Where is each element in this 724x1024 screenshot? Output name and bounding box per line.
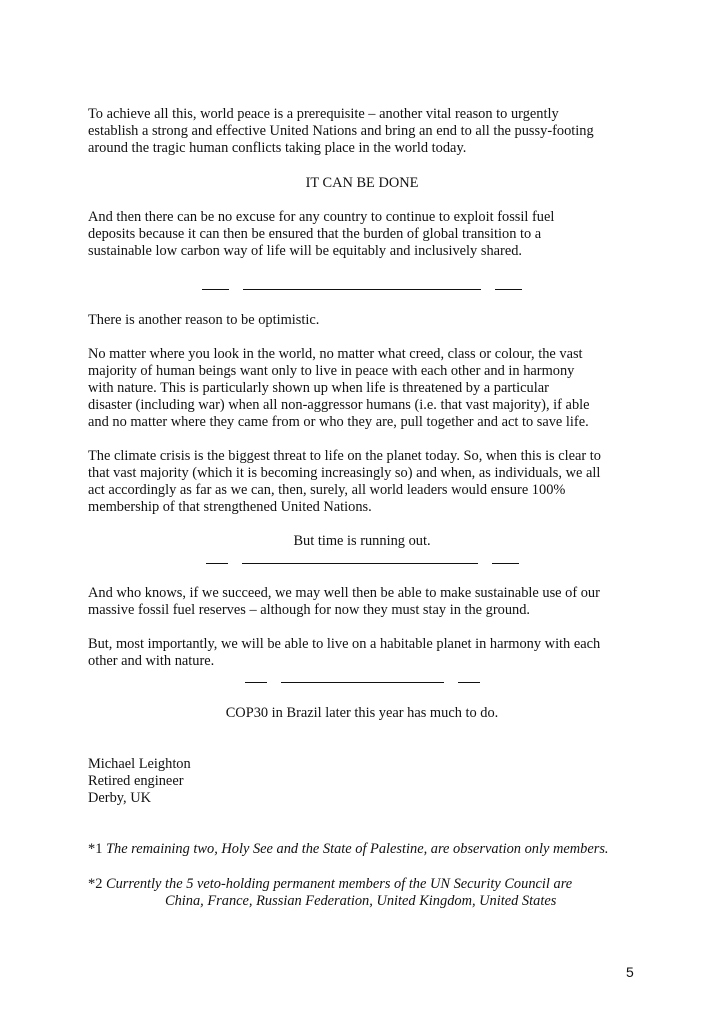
heading-it-can-be-done: IT CAN BE DONE <box>305 175 419 191</box>
paragraph-no-matter-where <box>88 346 644 431</box>
text-line: No matter where you look in the world, no matter what creed, class or colour, the vast <box>88 346 583 362</box>
text-line: establish a strong and effective United Nations and bring an end to all the pussy-footing <box>88 123 594 139</box>
paragraph-world-peace <box>88 106 644 157</box>
rule-segment <box>495 289 522 290</box>
rule-segment <box>206 563 228 564</box>
signature-name: Michael Leighton <box>88 756 191 772</box>
paragraph-habitable-planet <box>88 636 644 670</box>
separator-rule <box>88 551 636 568</box>
rule-segment <box>458 682 480 683</box>
signature-location: Derby, UK <box>88 790 152 806</box>
text-line: with nature. This is particularly shown up when life is threatened by a particular <box>88 380 549 396</box>
paragraph-no-excuse <box>88 209 644 260</box>
footnote-marker: *1 <box>88 841 103 857</box>
text-line: The climate crisis is the biggest threat to life on the planet today. So, when this is clear to <box>88 448 602 464</box>
rule-segment <box>281 682 444 683</box>
text-line: act accordingly as far as we can, then, surely, all world leaders would ensure 100% <box>88 482 566 498</box>
closing-line: COP30 in Brazil later this year has much to do. <box>225 705 499 721</box>
rule-segment <box>245 682 267 683</box>
text-line: But, most importantly, we will be able to live on a habitable planet in harmony with each <box>88 636 601 652</box>
footnote-text: The remaining two, Holy See and the State of Palestine, are observation only members. <box>106 841 609 857</box>
text-line: other and with nature. <box>88 653 215 669</box>
text-line: massive fossil fuel reserves – although for now they must stay in the ground. <box>88 602 531 618</box>
signature-block <box>88 756 644 807</box>
text-line: And who knows, if we succeed, we may well then be able to make sustainable use of our <box>88 585 600 601</box>
text-line: that vast majority (which it is becoming increasingly so) and when, as individuals, we all <box>88 465 601 481</box>
text-line: disaster (including war) when all non-aggressor humans (i.e. that vast majority), if able <box>88 397 590 413</box>
paragraph-climate-crisis <box>88 448 644 516</box>
page-number: 5 <box>626 964 634 980</box>
paragraph-who-knows <box>88 585 644 619</box>
text-line: around the tragic human conflicts taking place in the world today. <box>88 140 467 156</box>
rule-segment <box>202 289 229 290</box>
text-line: sustainable low carbon way of life will be equitably and inclusively shared. <box>88 243 522 259</box>
rule-segment <box>242 563 478 564</box>
text-line: and no matter where they came from or who they are, pull together and act to save life. <box>88 414 589 430</box>
separator-rule <box>88 277 636 294</box>
signature-title: Retired engineer <box>88 773 184 789</box>
footnote-2 <box>88 876 644 910</box>
text-line: membership of that strengthened United Nations. <box>88 499 372 515</box>
rule-segment <box>492 563 519 564</box>
footnote-1 <box>88 841 644 858</box>
rule-segment <box>243 289 481 290</box>
text-line: And then there can be no excuse for any country to continue to exploit fossil fuel <box>88 209 555 225</box>
text-line: To achieve all this, world peace is a prerequisite – another vital reason to urgently <box>88 106 559 122</box>
paragraph-optimistic: There is another reason to be optimistic. <box>88 312 320 328</box>
footnote-marker: *2 <box>88 876 103 892</box>
text-line: majority of human beings want only to live in peace with each other and in harmony <box>88 363 575 379</box>
text-line: deposits because it can then be ensured that the burden of global transition to a <box>88 226 542 242</box>
footnote-text: China, France, Russian Federation, United Kingdom, United States <box>165 893 557 909</box>
heading-time-running-out: But time is running out. <box>293 533 431 549</box>
footnote-text: Currently the 5 veto-holding permanent members of the UN Security Council are <box>106 876 573 892</box>
separator-rule <box>88 670 636 687</box>
